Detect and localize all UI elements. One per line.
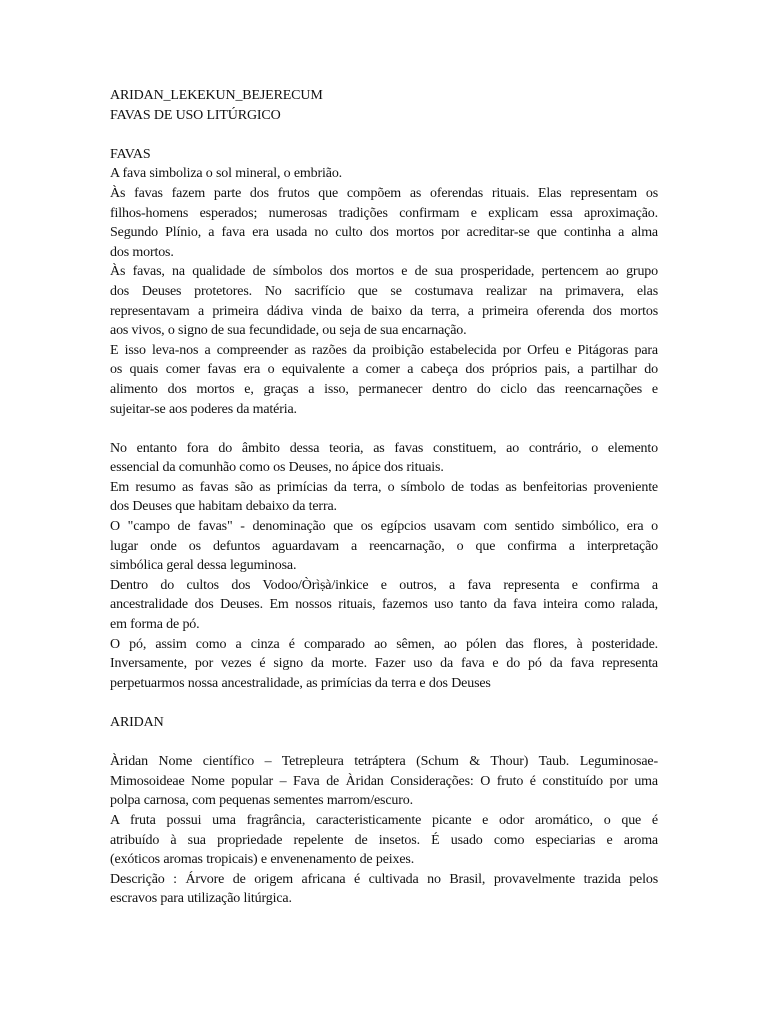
text-line: Inversamente, por vezes é signo da morte. Fazer uso da fava e do pó da fava representa: [110, 656, 658, 672]
paragraph: [110, 184, 658, 262]
text-line: Mimosoideae Nome popular – Fava de Àridan Considerações: O fruto é constituído por uma: [110, 773, 658, 789]
text-line: A fava simboliza o sol mineral, o embrião.: [110, 166, 343, 182]
paragraph: [110, 517, 658, 576]
text-line: Segundo Plínio, a fava era usada no culto dos mortos por acreditar-se que continha a alma: [110, 225, 658, 241]
paragraph: [110, 439, 658, 478]
text-line: dos Deuses protetores. No sacrifício que se costumava realizar na primavera, elas: [110, 283, 658, 299]
blank-line: [110, 419, 658, 439]
text-line: simbólica geral dessa leguminosa.: [110, 558, 297, 574]
text-line: em forma de pó.: [110, 617, 200, 633]
document-title: ARIDAN_LEKEKUN_BEJERECUM: [110, 88, 323, 103]
section: [110, 145, 658, 419]
paragraph: [110, 576, 658, 635]
text-line: lugar onde os defuntos aguardavam a reencarnação, o que confirma a interpretação: [110, 538, 658, 554]
text-line: dos mortos.: [110, 244, 174, 260]
text-line: representavam a primeira dádiva vinda de baixo da terra, a primeira oferenda dos mortos: [110, 303, 658, 319]
text-line: O pó, assim como a cinza é comparado ao sêmen, ao pólen das flores, à posteridade.: [110, 636, 658, 652]
blank-line: [110, 125, 658, 145]
text-line: O "campo de favas" - denominação que os egípcios usavam com sentido simbólico, era o: [110, 519, 658, 535]
text-line: os quais comer favas era o equivalente a comer a cabeça dos próprios pais, a partilhar do: [110, 362, 658, 378]
blank-line: [110, 693, 658, 713]
document-header: [110, 86, 658, 125]
text-line: alimento dos mortos e, graças a isso, permanecer dentro do ciclo das reencarnações e: [110, 381, 658, 397]
paragraph: [110, 635, 658, 694]
text-line: atribuído à sua propriedade repelente de insetos. É usado como especiarias e aroma: [110, 832, 658, 848]
paragraph: [110, 164, 658, 184]
text-line: essencial da comunhão como os Deuses, no ápice dos rituais.: [110, 460, 444, 476]
text-line: aos vivos, o signo de sua fecundidade, ou seja de sua encarnação.: [110, 323, 467, 339]
section-title: FAVAS: [110, 146, 151, 162]
paragraph: [110, 811, 658, 870]
text-line: Àridan Nome científico – Tetrepleura tetráptera (Schum & Thour) Taub. Leguminosae-: [110, 754, 658, 770]
section-title: ARIDAN: [110, 715, 164, 730]
paragraph: [110, 341, 658, 419]
text-line: perpetuarmos nossa ancestralidade, as primícias da terra e dos Deuses: [110, 675, 491, 691]
text-line: A fruta possui uma fragrância, caracteristicamente picante e odor aromático, o que é: [110, 812, 658, 828]
section: [110, 713, 658, 909]
text-line: ancestralidade dos Deuses. Em nossos rituais, fazemos uso tanto da fava inteira como ralada,: [110, 597, 658, 613]
paragraph: [110, 752, 658, 811]
document-subtitle: FAVAS DE USO LITÚRGICO: [110, 107, 281, 123]
text-line: sujeitar-se aos poderes da matéria.: [110, 401, 297, 417]
paragraph: [110, 478, 658, 517]
blank-line: [110, 733, 658, 753]
text-line: Às favas, na qualidade de símbolos dos mortos e de sua prosperidade, pertencem ao grupo: [110, 264, 658, 280]
section: [110, 439, 658, 694]
text-line: No entanto fora do âmbito dessa teoria, as favas constituem, ao contrário, o elemento: [110, 440, 658, 456]
paragraph: [110, 262, 658, 340]
text-line: E isso leva-nos a compreender as razões da proibição estabelecida por Orfeu e Pitágoras para: [110, 342, 658, 358]
document-page: [110, 86, 658, 909]
document-body: [110, 145, 658, 909]
text-line: escravos para utilização litúrgica.: [110, 891, 292, 907]
text-line: Descrição : Árvore de origem africana é cultivada no Brasil, provavelmente trazida pelos: [110, 871, 658, 887]
text-line: filhos-homens esperados; numerosas tradições confirmam e explicam essa aproximação.: [110, 205, 658, 221]
text-line: Às favas fazem parte dos frutos que compõem as oferendas rituais. Elas representam os: [110, 185, 658, 201]
paragraph: [110, 870, 658, 909]
text-line: polpa carnosa, com pequenas sementes marrom/escuro.: [110, 793, 413, 809]
text-line: Em resumo as favas são as primícias da terra, o símbolo de todas as benfeitorias proveniente: [110, 479, 658, 495]
text-line: dos Deuses que habitam debaixo da terra.: [110, 499, 337, 515]
text-line: Dentro do cultos dos Vodoo/Òrìṣà/inkice e outros, a fava representa e confirma a: [110, 577, 658, 593]
text-line: (exóticos aromas tropicais) e envenenamento de peixes.: [110, 852, 415, 868]
